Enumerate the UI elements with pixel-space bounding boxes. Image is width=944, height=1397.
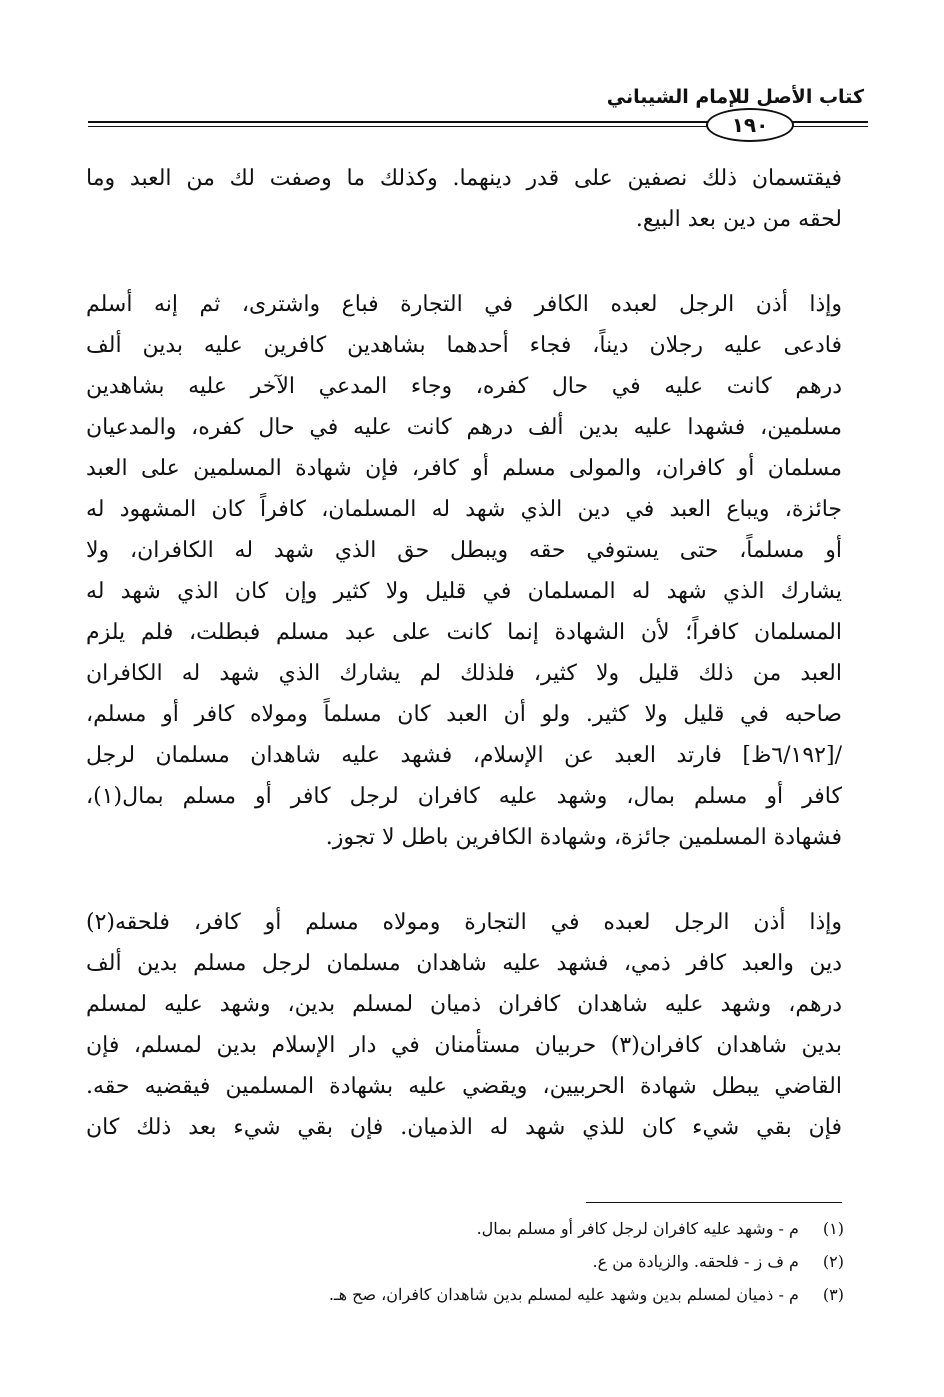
paragraph xyxy=(86,902,842,1148)
text-line: يشارك الذي شهد له المسلمان في قليل ولا كثير وإن كان الذي شهد له xyxy=(86,579,842,604)
paragraph xyxy=(86,158,842,240)
main-text xyxy=(86,158,842,1148)
text-line: أو مسلماً، حتى يستوفي حقه ويبطل حق الذي شهد له الكافران، ولا xyxy=(86,538,842,563)
text-line: مسلمين، فشهدا عليه بدين ألف درهم كانت عليه في حال كفره، والمدعيان xyxy=(86,415,842,440)
footnote xyxy=(124,1245,844,1278)
text-line: صاحبه في قليل ولا كثير. ولو أن العبد كان مسلماً ومولاه كافر أو مسلم، xyxy=(86,702,842,727)
footnote-number: (١) xyxy=(822,1219,844,1238)
footnote-text: م ف ز - فلحقه. والزيادة من ع. xyxy=(592,1252,799,1271)
text-line: وإذا أذن الرجل لعبده الكافر في التجارة فباع واشترى، ثم إنه أسلم xyxy=(86,292,842,317)
text-line: القاضي يبطل شهادة الحربيين، ويقضي عليه بشهادة المسلمين فيقضيه حقه. xyxy=(86,1074,842,1099)
footnotes xyxy=(124,1212,844,1311)
text-line: درهم كانت عليه في حال كفره، وجاء المدعي الآخر عليه بشاهدين xyxy=(86,374,842,399)
footnote xyxy=(124,1212,844,1245)
text-line: فادعى عليه رجلان ديناً، فجاء أحدهما بشاهدين كافرين عليه بدين ألف xyxy=(86,333,842,358)
text-line: المسلمان كافراً؛ لأن الشهادة إنما كانت على عبد مسلم فبطلت، فلم يلزم xyxy=(86,620,842,645)
text-line: دين والعبد كافر ذمي، فشهد عليه شاهدان مسلمان لرجل مسلم بدين ألف xyxy=(86,951,843,976)
page-number: ١٩٠ xyxy=(706,108,794,142)
text-line: فشهادة المسلمين جائزة، وشهادة الكافرين باطل لا تجوز. xyxy=(325,825,842,850)
text-line: كافر أو مسلم بمال، وشهد عليه كافران لرجل كافر أو مسلم بمال(١)، xyxy=(86,784,842,809)
footnote-number: (٢) xyxy=(822,1252,844,1271)
text-line: العبد من ذلك قليل ولا كثير، فلذلك لم يشارك الذي شهد له الكافران xyxy=(86,661,842,686)
paragraph xyxy=(86,284,842,858)
footnote-text: م - وشهد عليه كافران لرجل كافر أو مسلم بمال. xyxy=(476,1219,799,1238)
running-header-title: كتاب الأصل للإمام الشيباني xyxy=(606,86,864,108)
text-line: درهم، وشهد عليه شاهدان كافران ذميان لمسلم بدين، وشهد عليه لمسلم xyxy=(86,992,842,1017)
text-line: /[٦/١٩٢ظ] فارتد العبد عن الإسلام، فشهد عليه شاهدان مسلمان لرجل xyxy=(86,743,842,768)
text-line: فإن بقي شيء كان للذي شهد له الذميان. فإن بقي شيء بعد ذلك كان xyxy=(86,1115,842,1140)
text-line: لحقه من دين بعد البيع. xyxy=(635,207,842,232)
text-line: وإذا أذن الرجل لعبده في التجارة ومولاه مسلم أو كافر، فلحقه(٢) xyxy=(86,910,842,935)
text-line: جائزة، ويباع العبد في دين الذي شهد له المسلمان، كافراً كان المشهود له xyxy=(86,497,842,522)
text-line: فيقتسمان ذلك نصفين على قدر دينهما. وكذلك ما وصفت لك من العبد وما xyxy=(86,166,842,191)
text-line: مسلمان أو كافران، والمولى مسلم أو كافر، فإن شهادة المسلمين على العبد xyxy=(86,456,842,481)
footnote-text: م - ذميان لمسلم بدين وشهد عليه لمسلم بدين شاهدان كافران، صح هـ. xyxy=(328,1285,799,1304)
footnote xyxy=(124,1278,844,1311)
footnote-separator xyxy=(586,1202,842,1203)
footnote-number: (٣) xyxy=(822,1285,844,1304)
text-line: بدين شاهدان كافران(٣) حربيان مستأمنان في دار الإسلام بدين لمسلم، فإن xyxy=(86,1033,843,1058)
